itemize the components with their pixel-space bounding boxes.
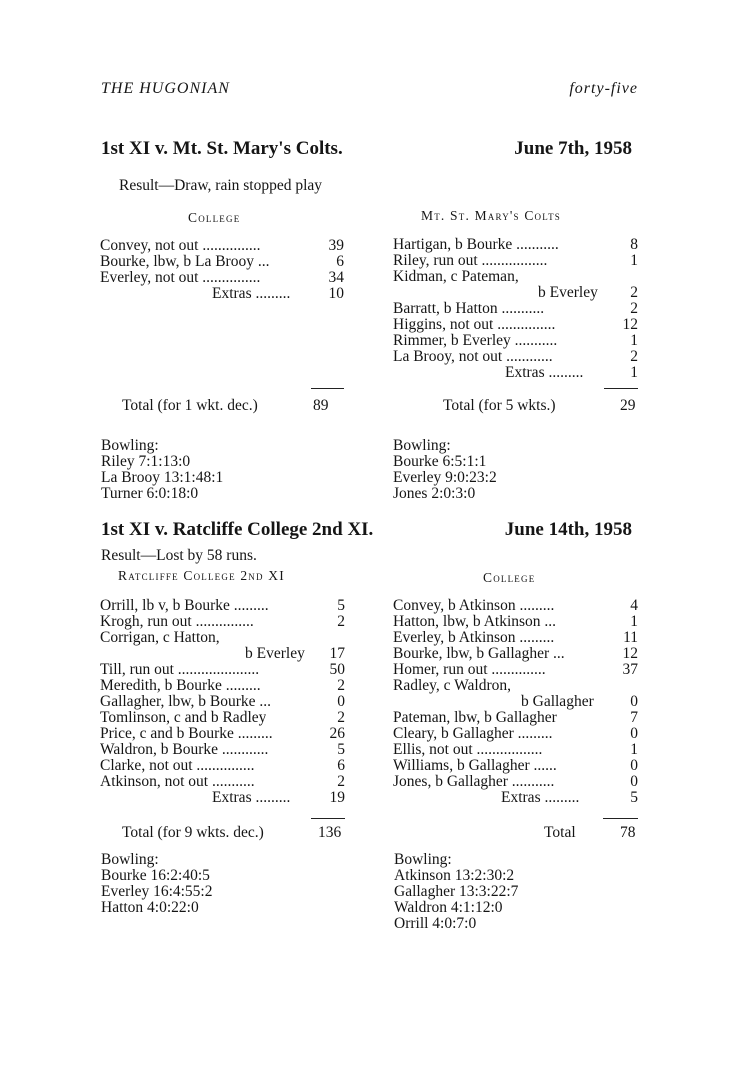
batting-row: Krogh, run out ............... 2 (100, 613, 345, 630)
batting-row: b Everley 2 (538, 284, 638, 301)
batting-row: Meredith, b Bourke ......... 2 (100, 677, 345, 694)
batting-row: b Everley 17 (245, 645, 345, 662)
match1-right-bowling: Bowling: Bourke 6:5:1:1 Everley 9:0:23:2 Jones 2:0:3:0 (393, 437, 497, 502)
match1-right-total: 29 (620, 397, 636, 414)
batting-row: Kidman, c Pateman, (393, 269, 519, 285)
match2-left-total: 136 (318, 824, 342, 841)
batting-row: Convey, b Atkinson ......... 4 (393, 597, 638, 614)
batting-row: Orrill, lb v, b Bourke ......... 5 (100, 597, 345, 614)
extras-row: Extras ......... 10 (212, 285, 344, 302)
batting-row: La Brooy, not out ............ 2 (393, 348, 638, 365)
match2-left-team: Ratcliffe College 2nd XI (118, 568, 285, 583)
match2-right-bowling: Bowling: Atkinson 13:2:30:2 Gallagher 13:3:22:7 Waldron 4:1:12:0 Orrill 4:0:7:0 (394, 851, 519, 932)
batting-row: Homer, run out .............. 37 (393, 661, 638, 678)
batting-row: Tomlinson, c and b Radley 2 (100, 709, 345, 726)
batting-row: Bourke, lbw, b Gallagher ... 12 (393, 645, 638, 662)
batting-row: Clarke, not out ............... 6 (100, 757, 345, 774)
total-rule (311, 388, 344, 389)
match1-left-total-label: Total (for 1 wkt. dec.) (122, 397, 258, 414)
match2-right-batting (393, 598, 638, 806)
batting-row: Rimmer, b Everley ........... 1 (393, 332, 638, 349)
extras-row: Extras ......... 5 (501, 789, 638, 806)
match1-right-total-label: Total (for 5 wkts.) (443, 397, 556, 414)
batting-row: Riley, run out ................. 1 (393, 252, 638, 269)
batting-row: Waldron, b Bourke ............ 5 (100, 741, 345, 758)
batting-row: Convey, not out ............... 39 (100, 237, 344, 254)
total-rule (604, 388, 638, 389)
match1-right-team: Mt. St. Mary's Colts (421, 208, 562, 223)
page-number: forty-five (569, 80, 638, 97)
match1-right-batting (393, 237, 638, 381)
batting-row: Gallagher, lbw, b Bourke ... 0 (100, 693, 345, 710)
match2-left-total-label: Total (for 9 wkts. dec.) (122, 824, 264, 841)
match1-left-bowling: Bowling: Riley 7:1:13:0 La Brooy 13:1:48:1 Turner 6:0:18:0 (101, 437, 224, 502)
extras-row: Extras ......... 19 (212, 789, 345, 806)
batting-row: Price, c and b Bourke ......... 26 (100, 725, 345, 742)
match1-result: Result—Draw, rain stopped play (119, 177, 323, 194)
batting-row: Williams, b Gallagher ...... 0 (393, 757, 638, 774)
batting-row: Hatton, lbw, b Atkinson ... 1 (393, 613, 638, 630)
match1-left-batting (100, 238, 344, 302)
match2-right-total: 78 (620, 824, 636, 841)
match1-left-total: 89 (313, 397, 329, 414)
match2-date: June 14th, 1958 (504, 519, 632, 540)
total-rule (603, 818, 638, 819)
batting-row: b Gallagher 0 (521, 693, 638, 710)
batting-row: Bourke, lbw, b La Brooy ... 6 (100, 253, 344, 270)
match2-title: 1st XI v. Ratcliffe College 2nd XI. (101, 519, 374, 540)
batting-row: Atkinson, not out ........... 2 (100, 773, 345, 790)
batting-row: Higgins, not out ............... 12 (393, 316, 638, 333)
match1-left-team: College (188, 210, 241, 225)
batting-row: Everley, b Atkinson ......... 11 (393, 629, 638, 646)
batting-row: Barratt, b Hatton ........... 2 (393, 300, 638, 317)
batting-row: Cleary, b Gallagher ......... 0 (393, 725, 638, 742)
match2-left-batting (100, 598, 345, 806)
running-head-title: THE HUGONIAN (101, 80, 230, 97)
batting-row: Till, run out ..................... 50 (100, 661, 345, 678)
batting-row: Ellis, not out ................. 1 (393, 741, 638, 758)
match2-result: Result—Lost by 58 runs. (101, 547, 257, 564)
match1-date: June 7th, 1958 (514, 138, 632, 159)
batting-row: Corrigan, c Hatton, (100, 630, 220, 646)
total-rule (311, 818, 345, 819)
match2-left-bowling: Bowling: Bourke 16:2:40:5 Everley 16:4:55:2 Hatton 4:0:22:0 (101, 851, 213, 916)
match1-title: 1st XI v. Mt. St. Mary's Colts. (101, 138, 343, 159)
extras-row: Extras ......... 1 (505, 364, 638, 381)
batting-row: Jones, b Gallagher ........... 0 (393, 773, 638, 790)
batting-row: Pateman, lbw, b Gallagher 7 (393, 709, 638, 726)
match2-right-total-label: Total (544, 824, 576, 841)
match2-right-team: College (483, 570, 536, 585)
batting-row: Everley, not out ............... 34 (100, 269, 344, 286)
batting-row: Hartigan, b Bourke ........... 8 (393, 236, 638, 253)
batting-row: Radley, c Waldron, (393, 678, 511, 694)
